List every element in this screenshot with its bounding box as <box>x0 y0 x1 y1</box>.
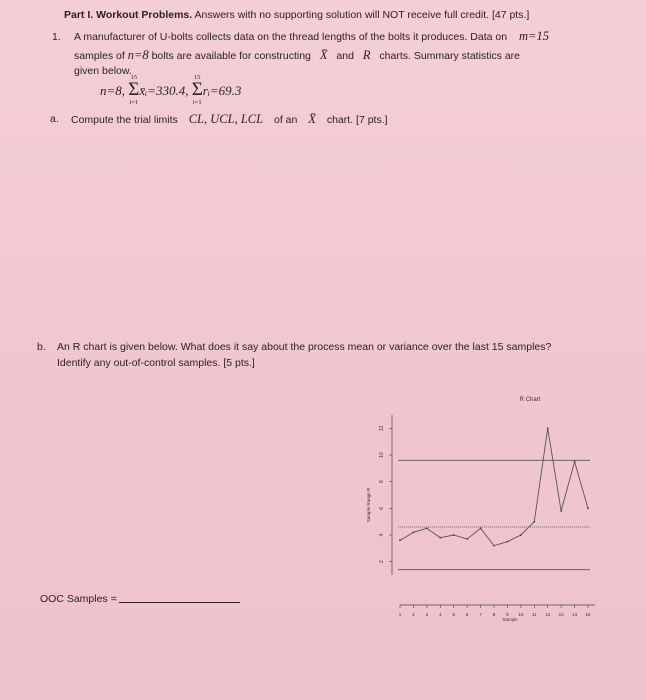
sum-r-value: rᵢ=69.3 <box>202 83 242 98</box>
x-tick-label: 8 <box>492 612 496 617</box>
data-point <box>520 534 522 536</box>
data-point <box>439 537 441 539</box>
chart-ylabel: Sample Range R <box>366 487 371 523</box>
part-title: Part I. Workout Problems. <box>64 9 193 21</box>
x-tick-label: 13 <box>558 612 564 617</box>
header <box>64 9 529 21</box>
q1-line2 <box>74 48 520 64</box>
r-series-line <box>400 428 588 545</box>
qa-text-c: chart. [7 pts.] <box>326 114 388 126</box>
data-point <box>533 521 535 523</box>
y-tick-label: 10 <box>379 452 385 458</box>
y-tick-label: 12 <box>379 425 385 432</box>
x-tick-label: 12 <box>545 612 551 617</box>
ooc-label: OOC Samples = <box>40 593 117 605</box>
x-tick-label: 2 <box>412 612 415 617</box>
x-tick-label: 14 <box>572 612 578 617</box>
y-tick-label: 2 <box>379 560 385 564</box>
x-tick-label: 1 <box>398 612 402 617</box>
chart-xlabel: Sample <box>502 617 518 622</box>
data-point <box>480 527 482 529</box>
r-chart <box>340 385 620 630</box>
data-point <box>560 510 562 512</box>
data-point <box>453 534 455 536</box>
sum-r-symbol: 15 Σ i=1 <box>191 74 203 106</box>
data-point <box>587 507 589 509</box>
q1-line2b: bolts are available for constructing <box>151 50 311 62</box>
q1-line3: given below. <box>74 65 132 77</box>
qb-line1: An R chart is given below. What does it say about the process mean or variance over the last 15 samples? <box>57 341 552 353</box>
x-tick-label: 7 <box>479 612 482 617</box>
x-tick-label: 10 <box>518 612 524 617</box>
m-equation: m=15 <box>519 29 549 43</box>
q1-line1-text: A manufacturer of U-bolts collects data on the thread lengths of the bolts it produces. Data on <box>74 31 508 43</box>
chart-title: R Chart <box>519 397 541 403</box>
sum-r-lower: i=1 <box>192 99 202 106</box>
y-tick-label: 6 <box>379 506 385 510</box>
q1-line2c: charts. Summary statistics are <box>379 50 521 62</box>
q1-number: 1. <box>52 31 61 43</box>
qa-text-a: Compute the trial limits <box>71 114 178 126</box>
xbar-symbol: X̄ <box>319 48 328 62</box>
y-tick-label: 4 <box>379 533 385 537</box>
sum-x-symbol: 15 Σ i=1 <box>128 74 140 106</box>
qa-text <box>71 112 388 128</box>
header-note: Answers with no supporting solution will NOT receive full credit. <box>194 9 490 21</box>
summary-statistics <box>100 74 242 106</box>
qb-label: b. <box>37 341 46 353</box>
qa-xbar-symbol: X̄ <box>308 112 316 126</box>
r-symbol: R <box>362 48 371 62</box>
data-point <box>413 531 415 533</box>
n-value: n=8, <box>100 83 126 98</box>
q1-line2a: samples of <box>74 50 125 62</box>
and-text: and <box>336 50 354 62</box>
qb-line2: Identify any out-of-control samples. [5 pts.] <box>57 357 255 369</box>
qa-label: a. <box>50 113 59 125</box>
limits-symbols: CL, UCL, LCL <box>188 112 264 126</box>
sum-x-value: x̄ᵢ=330.4, <box>139 83 189 98</box>
data-point <box>574 461 576 463</box>
header-points: [47 pts.] <box>491 9 530 21</box>
x-tick-label: 5 <box>452 612 455 617</box>
sum-r-upper: 15 <box>193 74 201 81</box>
x-tick-label: 9 <box>506 612 509 617</box>
data-point <box>466 538 468 540</box>
qa-text-b: of an <box>274 114 298 126</box>
ooc-answer-blank[interactable] <box>119 602 240 603</box>
data-point <box>493 545 495 547</box>
data-point <box>426 527 428 529</box>
q1-line1 <box>74 30 514 45</box>
x-tick-label: 3 <box>425 612 429 617</box>
data-point <box>547 427 549 429</box>
data-point <box>399 539 401 541</box>
n-equation: n=8 <box>127 48 149 62</box>
sum-lower: i=1 <box>129 99 139 106</box>
data-point <box>507 541 509 543</box>
x-tick-label: 11 <box>531 612 537 617</box>
x-tick-label: 4 <box>439 612 442 617</box>
x-tick-label: 15 <box>585 612 591 617</box>
x-tick-label: 6 <box>465 612 469 617</box>
y-tick-label: 8 <box>379 480 385 484</box>
sum-upper: 15 <box>130 74 138 81</box>
